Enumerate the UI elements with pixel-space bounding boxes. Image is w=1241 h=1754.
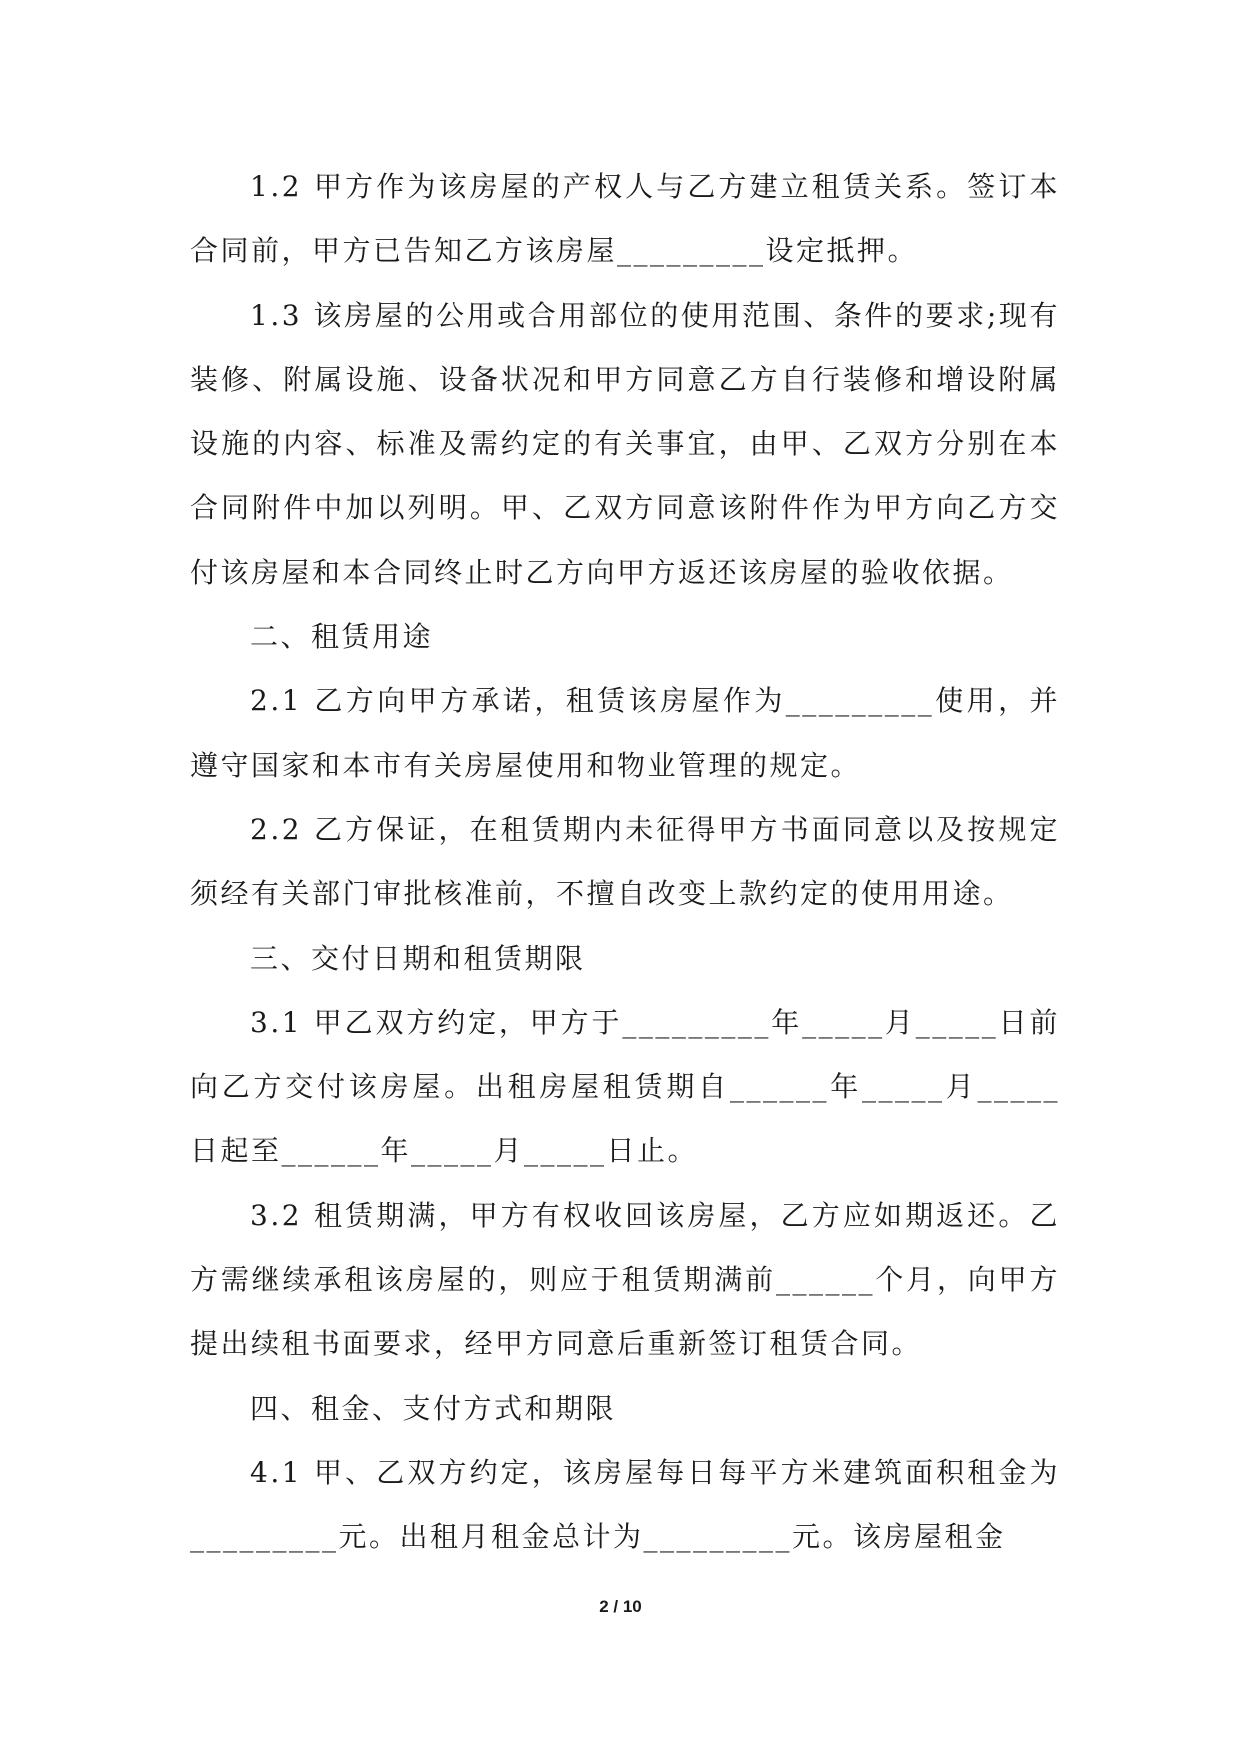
clause-3-1: 3.1 甲乙双方约定，甲方于_________年_____月_____日前向乙方交付该房屋。出租房屋租赁期自______年_____月_____日起至______年_____月_____日止。 [190, 1005, 1060, 1168]
clause-2-2: 2.2 乙方保证，在租赁期内未征得甲方书面同意以及按规定须经有关部门审批核准前，不擅自改变上款约定的使用用途。 [190, 812, 1060, 911]
clause-3-2: 3.2 租赁期满，甲方有权收回该房屋，乙方应如期返还。乙方需继续承租该房屋的，则应于租赁期满前______个月，向甲方提出续租书面要求，经甲方同意后重新签订租赁合同。 [190, 1198, 1060, 1361]
clause-1-3: 1.3 该房屋的公用或合用部位的使用范围、条件的要求;现有装修、附属设施、设备状况和甲方同意乙方自行装修和增设附属设施的内容、标准及需约定的有关事宜，由甲、乙双方分别在本合同附件中加以列明。甲、乙双方同意该附件作为甲方向乙方交付该房屋和本合同终止时乙方向甲方返还该房屋的验收依据。 [190, 298, 1060, 589]
document-body [190, 155, 1060, 1570]
section-heading-2: 二、租赁用途 [250, 620, 434, 654]
clause-2-1: 2.1 乙方向甲方承诺，租赁该房屋作为_________使用，并遵守国家和本市有关房屋使用和物业管理的规定。 [190, 684, 1060, 782]
section-heading-3: 三、交付日期和租赁期限 [250, 941, 586, 975]
section-heading-4: 四、租金、支付方式和期限 [250, 1391, 617, 1425]
clause-1-2: 1.2 甲方作为该房屋的产权人与乙方建立租赁关系。签订本合同前，甲方已告知乙方该房屋_________设定抵押。 [190, 170, 1060, 268]
clause-4-1: 4.1 甲、乙双方约定，该房屋每日每平方米建筑面积租金为_________元。出租月租金总计为_________元。该房屋租金 [190, 1455, 1060, 1554]
page-number: 2 / 10 [599, 1597, 642, 1616]
